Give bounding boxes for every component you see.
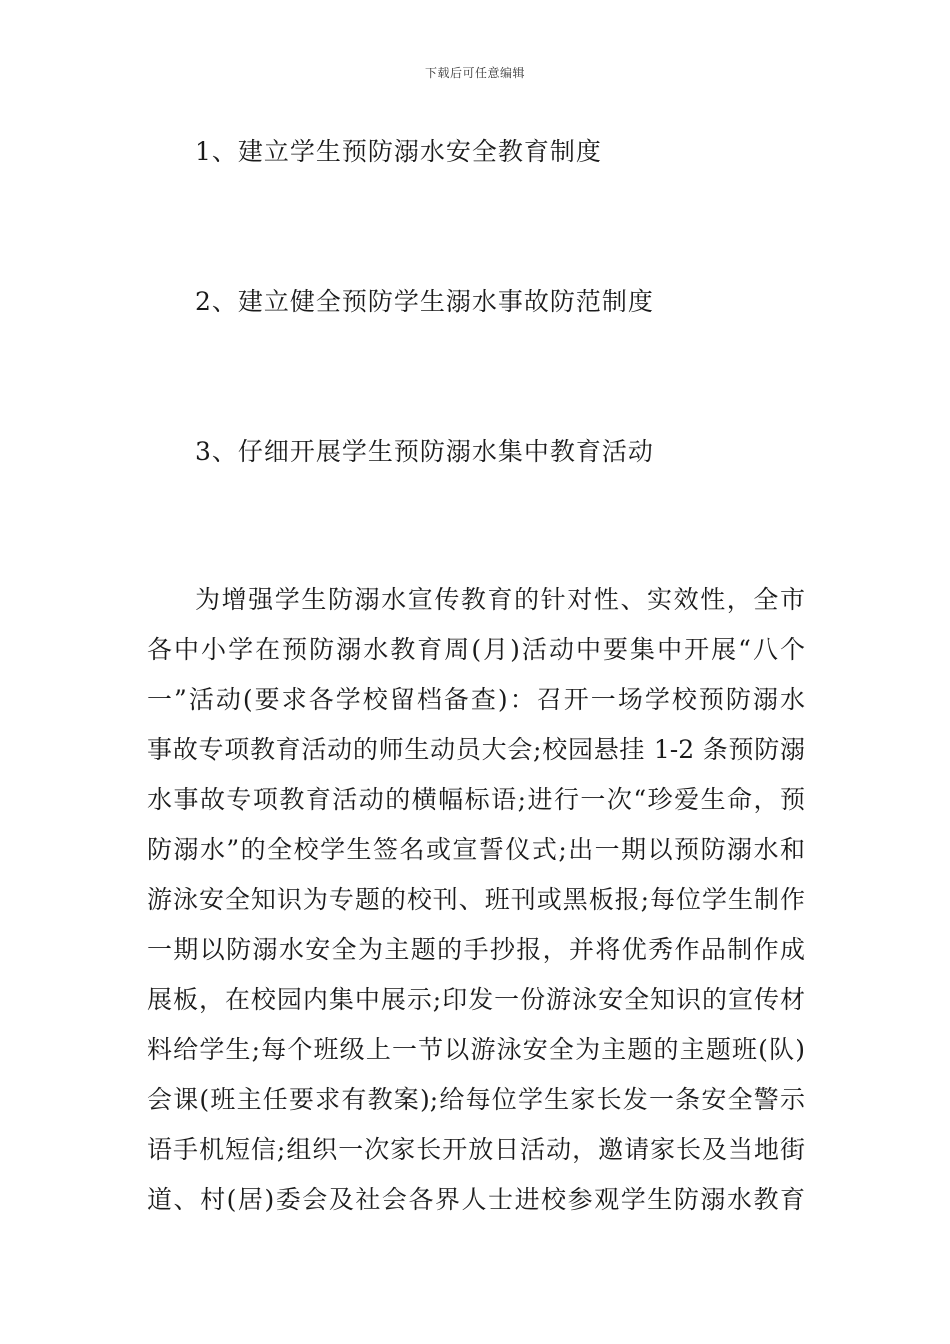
paragraph-line: 一期以防溺水安全为主题的手抄报，并将优秀作品制作成	[147, 935, 805, 964]
paragraph-line: 展板，在校园内集中展示;印发一份游泳安全知识的宣传材	[147, 985, 805, 1014]
paragraph-line: 防溺水”的全校学生签名或宣誓仪式;出一期以预防溺水和	[147, 835, 805, 864]
paragraph-line: 为增强学生防溺水宣传教育的针对性、实效性，全市	[195, 585, 805, 614]
paragraph-line: 一”活动(要求各学校留档备查)：召开一场学校预防溺水	[147, 685, 805, 714]
section-heading-3: 3、仔细开展学生预防溺水集中教育活动	[195, 437, 654, 466]
paragraph-line: 各中小学在预防溺水教育周(月)活动中要集中开展“八个	[147, 635, 805, 664]
header-note: 下载后可任意编辑	[424, 66, 525, 80]
paragraph-line: 料给学生;每个班级上一节以游泳安全为主题的主题班(队)	[147, 1035, 805, 1064]
paragraph-line: 道、村(居)委会及社会各界人士进校参观学生防溺水教育	[147, 1185, 805, 1214]
paragraph-line: 语手机短信;组织一次家长开放日活动，邀请家长及当地街	[147, 1135, 805, 1164]
paragraph-line: 水事故专项教育活动的横幅标语;进行一次“珍爱生命，预	[147, 785, 805, 814]
paragraph-line: 会课(班主任要求有教案);给每位学生家长发一条安全警示	[147, 1085, 805, 1114]
section-heading-1: 1、建立学生预防溺水安全教育制度	[195, 137, 602, 166]
paragraph-line: 游泳安全知识为专题的校刊、班刊或黑板报;每位学生制作	[147, 885, 805, 914]
section-heading-2: 2、建立健全预防学生溺水事故防范制度	[195, 287, 654, 316]
paragraph-line: 事故专项教育活动的师生动员大会;校园悬挂 1-2 条预防溺	[147, 735, 805, 764]
